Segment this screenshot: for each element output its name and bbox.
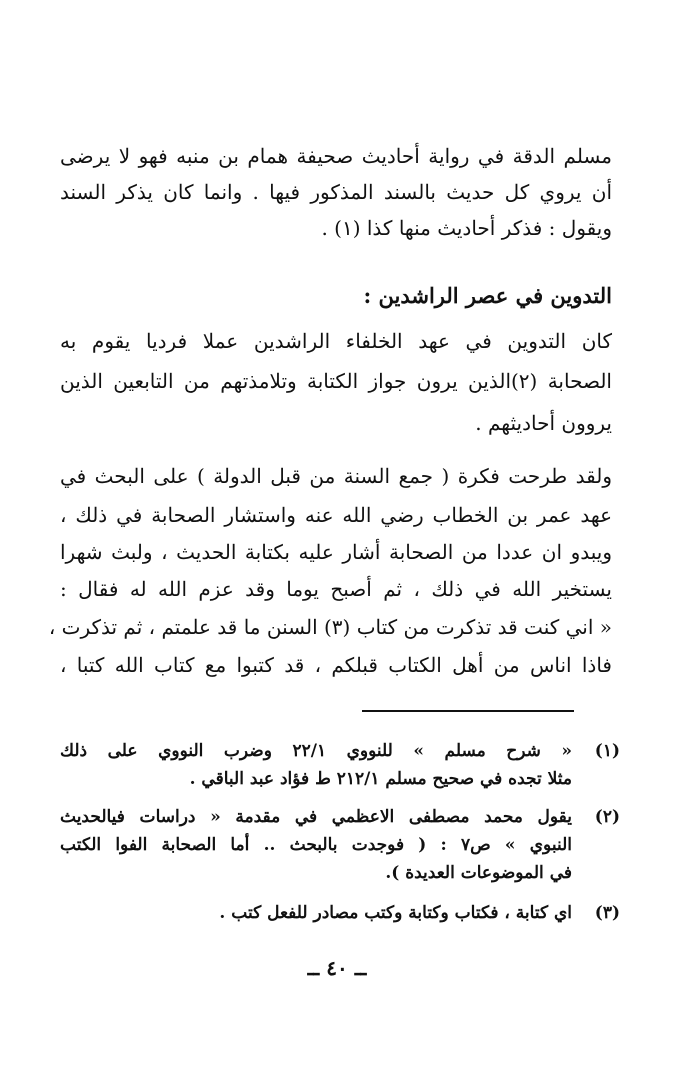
footnote-separator [362, 710, 574, 712]
footnote-number: (١) [594, 741, 620, 761]
footnote-line: النبوي » ص٧ : ( فوجدت بالبحث .. أما الصحابة الفوا الكتب [60, 835, 572, 855]
footnote-line: مثلا تجده في صحيح مسلم ٢١٢/١ ط فؤاد عبد الباقي . [189, 769, 572, 789]
footnote-line: اي كتابة ، فكتاب وكتابة وكتب مصادر للفعل كتب . [219, 903, 572, 923]
body-line: فاذا اناس من أهل الكتاب قبلكم ، قد كتبوا مع كتاب الله كتبا ، [60, 653, 612, 677]
footnote-number: (٢) [594, 807, 620, 827]
footnote-line: يقول محمد مصطفى الاعظمي في مقدمة « دراسات فيالحديث [60, 807, 572, 827]
footnote-number: (٣) [594, 903, 620, 923]
body-line: يستخير الله في ذلك ، ثم أصبح يوما وقد عزم الله له فقال : [60, 577, 612, 601]
section-heading: التدوين في عصر الراشدين : [363, 283, 612, 308]
body-line: الصحابة (٢)الذين يرون جواز الكتابة وتلامذتهم من التابعين الذين [60, 369, 612, 393]
body-line: « اني كنت قد تذكرت من كتاب (٣) السنن ما قد علمتم ، ثم تذكرت ، [48, 615, 612, 639]
body-line: عهد عمر بن الخطاب رضي الله عنه واستشار الصحابة في ذلك ، [60, 503, 613, 527]
footnote-line: « شرح مسلم » للنووي ٢٢/١ وضرب النووي على ذلك [60, 741, 572, 761]
footnote [60, 803, 620, 893]
footnote [60, 899, 620, 929]
body-line: مسلم الدقة في رواية أحاديث صحيفة همام بن منبه فهو لا يرضى [60, 144, 612, 168]
body-line: كان التدوين في عهد الخلفاء الراشدين عملا فرديا يقوم به [60, 329, 612, 353]
body-line: ويبدو ان عددا من الصحابة أشار عليه بكتابة الحديث ، ولبث شهرا [60, 540, 612, 564]
footnote [60, 737, 620, 797]
page-number: ــ ٤٠ ــ [307, 956, 367, 980]
body-line: أن يروي كل حديث بالسند المذكور فيها . وانما كان يذكر السند [60, 180, 612, 204]
footnote-line: في الموضوعات العديدة ). [385, 863, 572, 883]
body-line: ولقد طرحت فكرة ( جمع السنة من قبل الدولة ) على البحث في [60, 464, 612, 488]
body-line: ويقول : فذكر أحاديث منها كذا (١) . [321, 216, 612, 240]
body-line: يروون أحاديثهم . [475, 411, 612, 435]
